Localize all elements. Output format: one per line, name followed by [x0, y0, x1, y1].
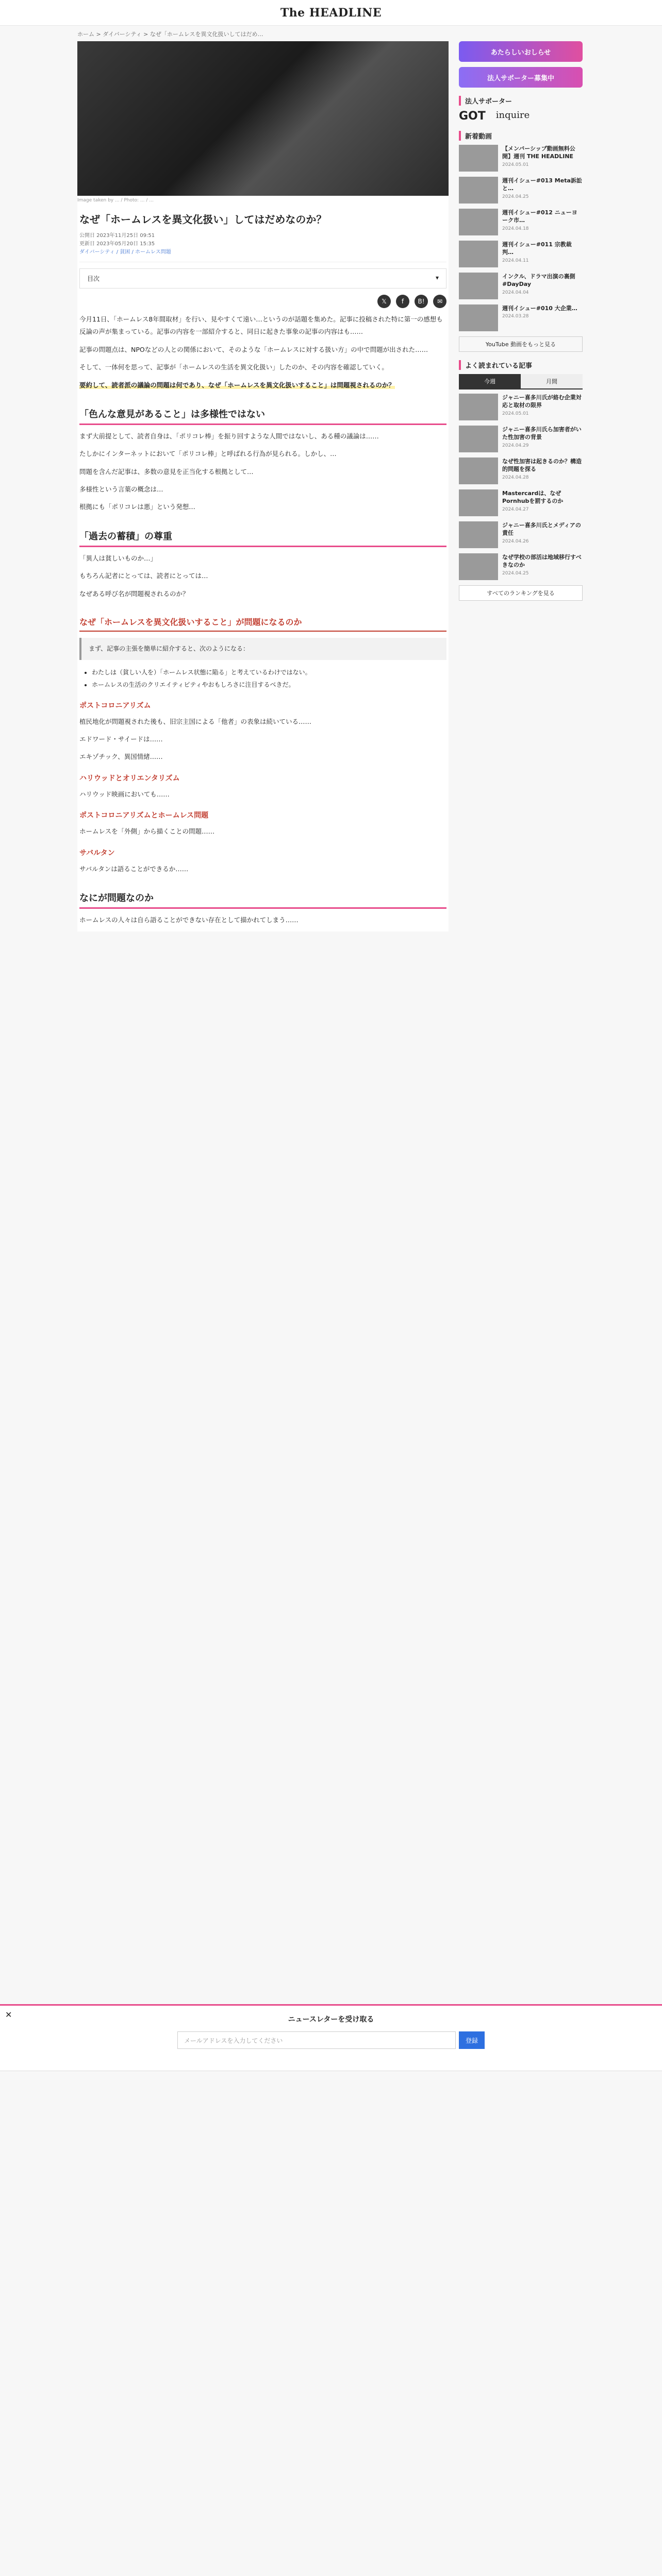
video-thumbnail: [459, 273, 498, 299]
video-item[interactable]: 【メンバーシップ動画無料公開】週刊 THE HEADLINE 2024.05.01: [459, 145, 583, 172]
paragraph: ホームレスを「外側」から描くことの問題……: [79, 827, 215, 836]
highlight-text: 要約して、読者派の議論の問題は何であり、なぜ「ホームレスを異文化扱いすること」は問題視されるのか？: [79, 381, 395, 389]
newsletter-title: ニュースレターを受け取る: [288, 2015, 374, 2024]
ranking-item[interactable]: なぜ性加害は起きるのか？構造的問題を探る 2024.04.28: [459, 457, 583, 484]
ranking-heading: よく読まれている記事: [459, 360, 583, 370]
video-item[interactable]: 週刊イシュー#011 宗教裁判… 2024.04.11: [459, 241, 583, 267]
paragraph: エキゾチック、異国情緒……: [79, 753, 163, 761]
ranking-item[interactable]: ジャニー喜多川氏ら加害者がいた性加害の背景 2024.04.29: [459, 426, 583, 452]
blockquote: まず、記事の主張を簡単に紹介すると、次のようになる：: [79, 638, 446, 660]
site-logo[interactable]: The HEADLINE: [280, 6, 382, 20]
section-heading: なにが問題なのか: [79, 888, 446, 909]
paragraph: 問題を含んだ記事は、多数の意見を正当化する根拠として…: [79, 467, 254, 476]
paragraph: まず大前提として、読者自身は、「ポリコレ棒」を振り回すような人間ではないし、ある種の議論は……: [79, 432, 379, 440]
paragraph: 多様性という言葉の概念は…: [79, 485, 163, 493]
paragraph: そして、一体何を思って、記事が「ホームレスの生活を異文化扱い」したのか、その内容を確認していく。: [79, 363, 388, 371]
paragraph: なぜある呼び名が問題視されるのか？: [79, 589, 189, 598]
video-thumbnail: [459, 304, 498, 331]
bullet-list: [92, 666, 446, 691]
hatena-share-icon[interactable]: B!: [415, 295, 428, 308]
sidebar: [459, 41, 583, 601]
section-heading: なぜ「ホームレスを異文化扱いすること」が問題になるのか: [79, 613, 446, 632]
new-videos-heading: 新着動画: [459, 131, 583, 141]
article-thumbnail: [459, 521, 498, 548]
ranking-item[interactable]: ジャニー喜多川氏とメディアの責任 2024.04.26: [459, 521, 583, 548]
video-thumbnail: [459, 209, 498, 235]
article-thumbnail: [459, 553, 498, 580]
video-thumbnail: [459, 145, 498, 172]
video-thumbnail: [459, 241, 498, 267]
x-share-icon[interactable]: 𝕏: [377, 295, 391, 308]
chevron-down-icon: ▾: [435, 274, 439, 281]
paragraph: 記事の問題点は、NPOなどの人との関係において、そのような「ホームレスに対する扱い方」の中で問題が出された……: [79, 345, 428, 353]
article-thumbnail: [459, 457, 498, 484]
sponsors-heading: 法人サポーター: [459, 96, 583, 106]
video-item[interactable]: 週刊イシュー#012 ニューヨーク市… 2024.04.18: [459, 209, 583, 235]
section-heading: 「色んな意見があること」は多様性ではない: [79, 404, 446, 425]
mail-share-icon[interactable]: ✉: [433, 295, 446, 308]
toc-label: 目次: [87, 275, 100, 282]
youtube-more-button[interactable]: YouTube 動画をもっと見る: [459, 336, 583, 352]
hero-caption: Image taken by ... / Photo: ... / ...: [77, 198, 154, 203]
article-title: なぜ「ホームレスを異文化扱い」してはだめなのか？: [79, 213, 327, 226]
close-icon[interactable]: ✕: [5, 2010, 12, 2020]
paragraph: たしかにインターネットにおいて「ポリコレ棒」と呼ばれる行為が見られる。しかし、…: [79, 450, 337, 458]
ranking-item[interactable]: ジャニー喜多川氏が絡む企業対応と取材の限界 2024.05.01: [459, 394, 583, 420]
email-field[interactable]: メールアドレスを入力してください: [177, 2031, 456, 2049]
hero-image: [77, 41, 449, 196]
news-button[interactable]: あたらしいおしらせ: [459, 41, 583, 62]
article-main: [77, 41, 449, 931]
paragraph: ハリウッド映画においても……: [79, 790, 170, 798]
paragraph: もちろん記者にとっては、読者にとっては…: [79, 572, 208, 580]
top-navbar: [0, 0, 662, 26]
video-item[interactable]: 週刊イシュー#010 大企業… 2024.03.28: [459, 304, 583, 331]
sponsor-logos: [459, 110, 583, 123]
paragraph: 根拠にも「ポリコレは悪」という発想…: [79, 503, 195, 511]
subsection-heading: ポストコロニアリズムとホームレス問題: [79, 811, 209, 820]
article-meta: [79, 232, 446, 262]
list-item: • わたしは（貧しい人を）「ホームレス状態に陥る」と考えているわけではない。: [92, 666, 446, 679]
share-bar: [79, 295, 446, 308]
article-thumbnail: [459, 394, 498, 420]
subsection-heading: ポストコロニアリズム: [79, 701, 151, 710]
subscribe-button[interactable]: 登録: [459, 2031, 485, 2049]
ranking-item[interactable]: なぜ学校の部活は地域移行すべきなのか 2024.04.25: [459, 553, 583, 580]
table-of-contents[interactable]: [79, 268, 446, 289]
paragraph: 「異人は貧しいものか…」: [79, 554, 157, 562]
video-item[interactable]: 週刊イシュー#013 Meta訴訟と… 2024.04.25: [459, 177, 583, 204]
published-date: 公開日 2023年11月25日 09:51: [79, 233, 155, 239]
tab-monthly[interactable]: 月間: [521, 374, 583, 388]
list-item: • ホームレスの生活のクリエイティビティやおもしろさに注目するべきだ。: [92, 679, 446, 691]
ranking-tabs: [459, 374, 583, 389]
video-thumbnail: [459, 177, 498, 204]
ranking-more-button[interactable]: すべてのランキングを見る: [459, 585, 583, 601]
paragraph: エドワード・サイードは……: [79, 735, 163, 743]
ranking-item[interactable]: Mastercardは、なぜPornhubを罰するのか 2024.04.27: [459, 489, 583, 516]
subsection-heading: ハリウッドとオリエンタリズム: [79, 774, 180, 783]
sponsor-logo[interactable]: inquire: [495, 110, 530, 121]
updated-date: 更新日 2023年05月20日 15:35: [79, 241, 155, 247]
article-tags[interactable]: ダイバーシティ / 貧困 / ホームレス問題: [79, 249, 171, 255]
subsection-heading: サバルタン: [79, 849, 115, 857]
facebook-share-icon[interactable]: f: [396, 295, 409, 308]
sponsor-recruit-button[interactable]: 法人サポーター募集中: [459, 67, 583, 88]
paragraph: 植民地化が問題視された後も、旧宗主国による「他者」の表象は続いている……: [79, 717, 312, 725]
video-item[interactable]: インクル、ドラマ出演の裏側 #DayDay 2024.04.04: [459, 273, 583, 299]
sponsor-logo[interactable]: GOT: [459, 110, 486, 123]
article-thumbnail: [459, 489, 498, 516]
section-heading: 「過去の蓄積」の尊重: [79, 526, 446, 547]
paragraph: 今月11日、「ホームレス8年間取材」を行い、見やすくて遠い…というのが話題を集めた。記事に投稿された特に第一の感想も反論の声が集まっている。記事の内容を一部紹介すると、同日に起きた事象の記事の内容はも……: [79, 315, 443, 336]
newsletter-bar: [0, 2004, 662, 2071]
paragraph: サバルタンは語ることができるか……: [79, 865, 189, 873]
paragraph: ホームレスの人々は自ら語ることができない存在として描かれてしまう……: [79, 916, 299, 924]
breadcrumb[interactable]: ホーム > ダイバーシティ > なぜ「ホームレスを異文化扱いしてはだめ…: [77, 31, 263, 38]
article-thumbnail: [459, 426, 498, 452]
tab-weekly[interactable]: 今週: [459, 374, 521, 388]
